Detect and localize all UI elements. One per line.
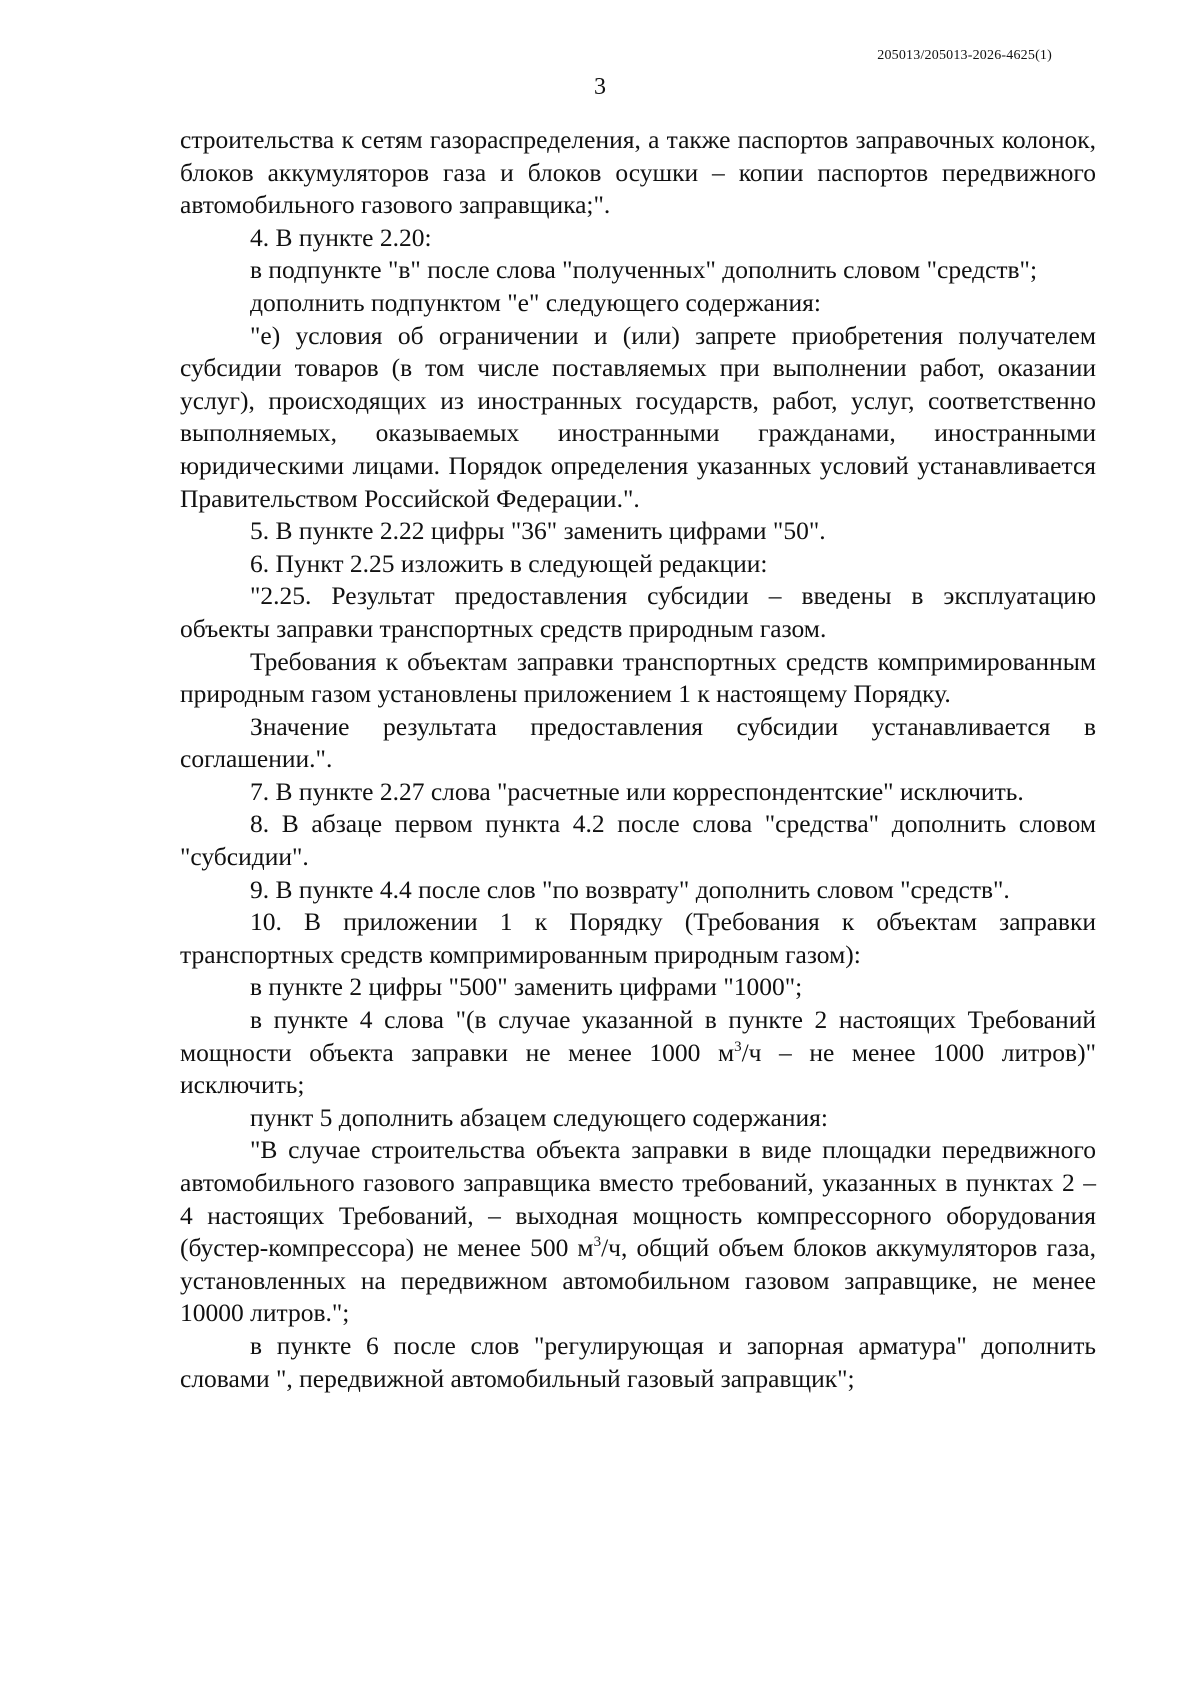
paragraph-item-9: 9. В пункте 4.4 после слов "по возврату" дополнить словом "средств". bbox=[250, 874, 1010, 904]
paragraph-item-8: 8. В абзаце первом пункта 4.2 после слова "средства" дополнить словом "субсидии". bbox=[180, 809, 1096, 872]
paragraph-item-2-25: "2.25. Результат предоставления субсидии – введены в эксплуатацию объекты заправки транспортных средств природным газом. bbox=[180, 581, 1096, 643]
document-body bbox=[180, 124, 1096, 1395]
document-id: 205013/205013-2026-4625(1) bbox=[877, 48, 1052, 63]
paragraph-item-4: 4. В пункте 2.20: bbox=[250, 222, 432, 252]
paragraph-point-6: в пункте 6 после слов "регулирующая и запорная арматура" дополнить словами ", передвижной автомобильный газовый заправщик"; bbox=[180, 1330, 1096, 1393]
paragraph-add-subitem-e: дополнить подпунктом "е" следующего содержания: bbox=[250, 287, 821, 317]
paragraph-point-5-text: "В случае строительства объекта заправки в виде площадки передвижного автомобильного газового заправщика вместо требований, указанных в пунктах 2 – 4 настоящих Требований, – выходная мощность компрессорного оборудования (бустер-компрессора) не менее 500 $м^3/ч$, общий объем блоков аккумуляторов газа, установленных на передвижном автомобильном газовом заправщике, не менее 10000 литров."; bbox=[180, 1135, 1096, 1328]
paragraph-point-4: в пункте 4 слова "(в случае указанной в пункте 2 настоящих Требований мощности объекта заправки не менее 1000 $м^3/ч$ – не менее 1000 литров)" исключить; bbox=[180, 1005, 1096, 1100]
paragraph-subitem-v: в подпункте "в" после слова "полученных" дополнить словом "средств"; bbox=[250, 255, 1038, 285]
paragraph-item-6: 6. Пункт 2.25 изложить в следующей редакции: bbox=[250, 548, 768, 578]
paragraph-item-5: 5. В пункте 2.22 цифры "36" заменить цифрами "50". bbox=[250, 516, 826, 546]
paragraph-subitem-e-text: "е) условия об ограничении и (или) запрете приобретения получателем субсидии товаров (в том числе поставляемых при выполнении работ, оказании услуг), происходящих из иностранных государств, работ, услуг, соответственно выполняемых, оказываемых иностранными гражданами, иностранными юридическими лицами. Порядок определения указанных условий устанавливается Правительством Российской Федерации.". bbox=[180, 320, 1096, 513]
page-number: 3 bbox=[594, 74, 606, 100]
paragraph-continuation: строительства к сетям газораспределения, а также паспортов заправочных колонок, блоков аккумуляторов газа и блоков осушки – копии паспортов передвижного автомобильного газового заправщика;". bbox=[180, 125, 1096, 220]
paragraph-requirements: Требования к объектам заправки транспортных средств компримированным природным газом установлены приложением 1 к настоящему Порядку. bbox=[180, 646, 1096, 709]
paragraph-point-2: в пункте 2 цифры "500" заменить цифрами "1000"; bbox=[250, 972, 803, 1002]
paragraph-result-value: Значение результата предоставления субсидии устанавливается в соглашении.". bbox=[180, 711, 1096, 774]
paragraph-item-7: 7. В пункте 2.27 слова "расчетные или корреспондентские" исключить. bbox=[250, 776, 1024, 806]
paragraph-item-10: 10. В приложении 1 к Порядку (Требования к объектам заправки транспортных средств компримированным природным газом): bbox=[180, 907, 1096, 969]
paragraph-point-5: пункт 5 дополнить абзацем следующего содержания: bbox=[250, 1102, 828, 1132]
